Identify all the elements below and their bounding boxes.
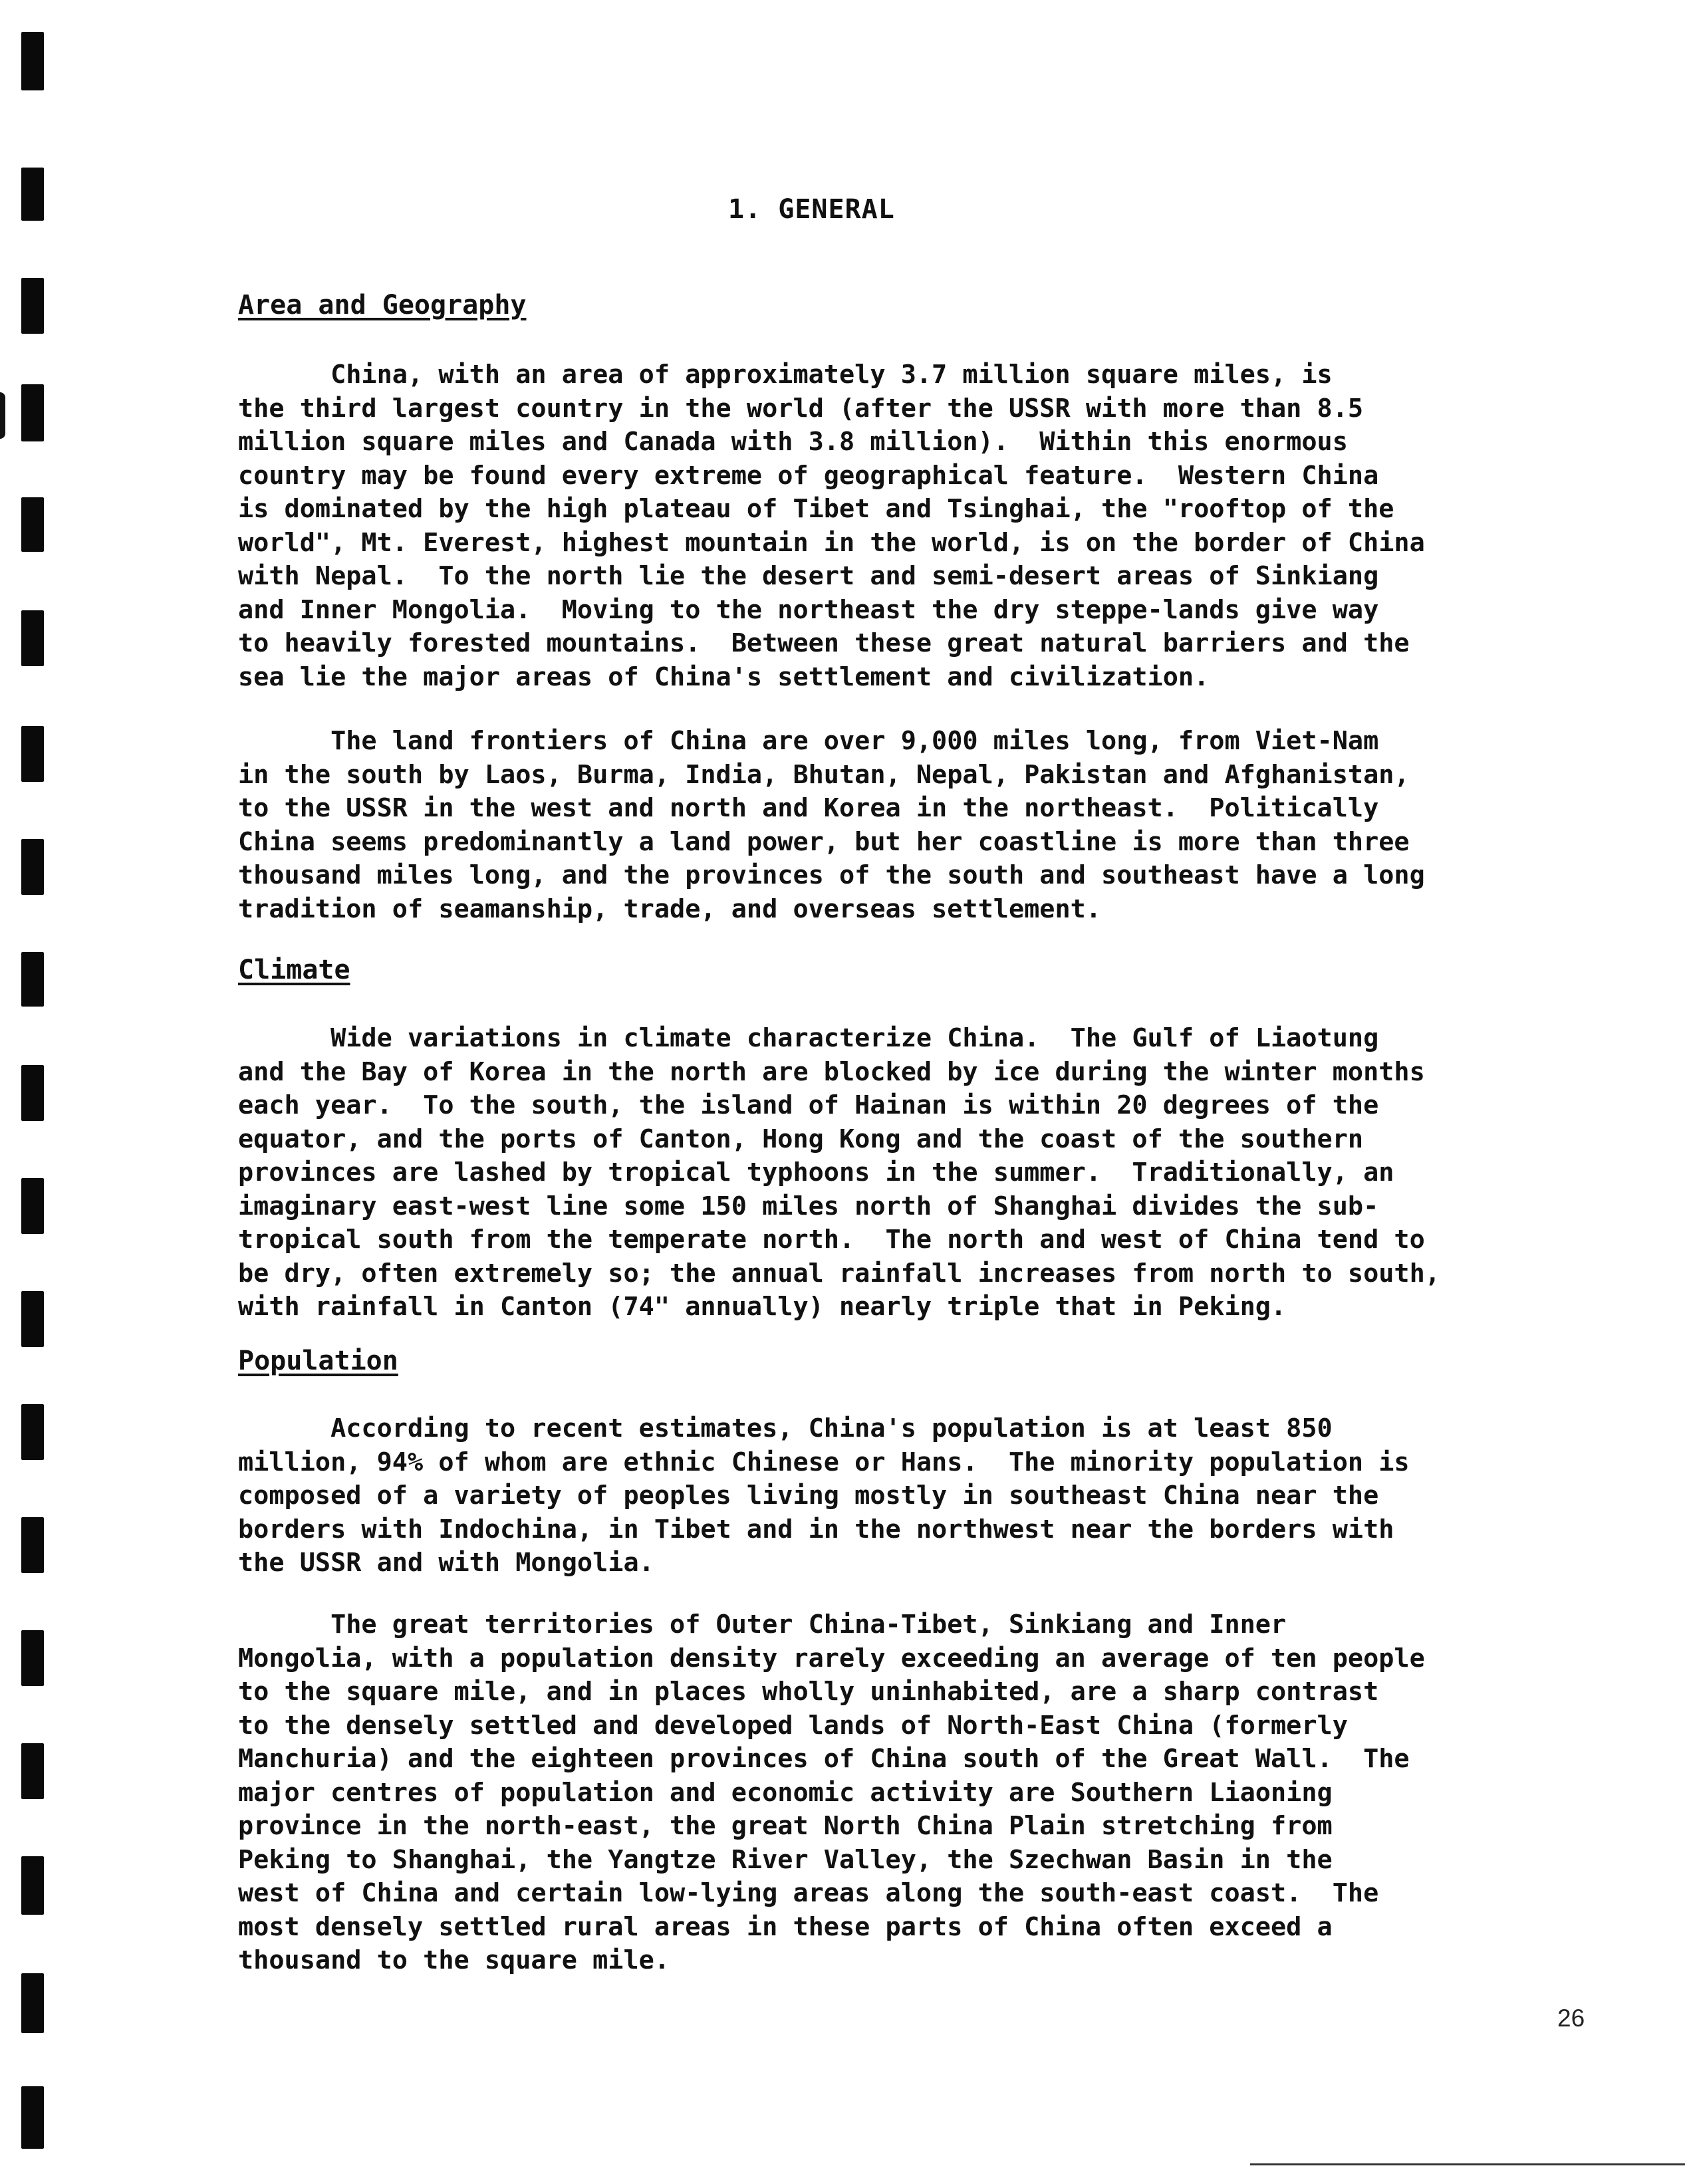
binder-mark [21,1973,44,2033]
section-title-area-and-geography: Area and Geography [238,290,527,320]
paragraph-area-2: The land frontiers of China are over 9,000 miles long, from Viet-Nam in the south by Laos, Burma, India, Bhutan, Nepal, Pakistan and Afghanistan, to the USSR in the west and north and Korea in the northeast. Politically China seems predominantly a land power, but her coastline is more than three thousand miles long, and the provinces of the south and southeast have a long tradition of seamanship, trade, and overseas settlement. [238,726,1425,924]
paragraph-population-2: The great territories of Outer China-Tibet, Sinkiang and Inner Mongolia, with a population density rarely exceeding an average of ten people to the square mile, and in places wholly uninhabited, are a sharp contrast to the densely settled and developed lands of North-East China (formerly Manchuria) and the eighteen provinces of China south of the Great Wall. The major centres of population and economic activity are Southern Liaoning province in the north-east, the great North China Plain stretching from Peking to Shanghai, the Yangtze River Valley, the Szechwan Basin in the west of China and certain low-lying areas along the south-east coast. The most densely settled rural areas in these parts of China often exceed a thousand to the square mile. [238,1610,1425,1975]
page-number: 26 [1557,2004,1585,2032]
binder-mark [21,1630,44,1686]
binder-mark [21,839,44,895]
page-edge-mark [0,392,5,439]
binder-mark [21,1743,44,1799]
binder-hole-marks [21,0,61,2184]
paragraph-population-1: According to recent estimates, China's population is at least 850 million, 94% of whom are ethnic Chinese or Hans. The minority population is composed of a variety of peoples living mostly in southeast China near the borders with Indochina, in Tibet and in the northwest near the borders with the USSR and with Mongolia. [238,1413,1410,1578]
binder-mark [21,952,44,1007]
binder-mark [21,384,44,441]
binder-mark [21,1291,44,1347]
binder-mark [21,1517,44,1573]
binder-mark [21,278,44,334]
binder-mark [21,726,44,782]
binder-mark [21,1856,44,1915]
binder-mark [21,32,44,90]
page-heading: 1. GENERAL [728,194,895,225]
section-title-climate: Climate [238,955,350,985]
binder-mark [21,1404,44,1460]
binder-mark [21,1065,44,1121]
binder-mark [21,168,44,221]
paragraph-area-1: China, with an area of approximately 3.7 million square miles, is the third largest country in the world (after the USSR with more than 8.5 million square miles and Canada with 3.8 million). Within this enormous country may be found every extreme of geographical feature. Western China is dominated by the high plateau of Tibet and Tsinghai, the "rooftop of the world", Mt. Everest, highest mountain in the world, is on the border of China with Nepal. To the north lie the desert and semi-desert areas of Sinkiang and Inner Mongolia. Moving to the northeast the dry steppe-lands give way to heavily forested mountains. Between these great natural barriers and the sea lie the major areas of China's settlement and civilization. [238,360,1425,692]
binder-mark [21,2086,44,2149]
binder-mark [21,1178,44,1234]
paragraph-climate-1: Wide variations in climate characterize China. The Gulf of Liaotung and the Bay of Korea in the north are blocked by ice during the winter months each year. To the south, the island of Hainan is within 20 degrees of the equator, and the ports of Canton, Hong Kong and the coast of the southern provinces are lashed by tropical typhoons in the summer. Traditionally, an imaginary east-west line some 150 miles north of Shanghai divides the sub- tropical south from the temperate north. The north and west of China tend to be dry, often extremely so; the annual rainfall increases from north to south, with rainfall in Canton (74" annually) nearly triple that in Peking. [238,1023,1440,1322]
binder-mark [21,610,44,666]
section-title-population: Population [238,1346,398,1376]
bottom-divider [1250,2163,1685,2165]
binder-mark [21,497,44,552]
